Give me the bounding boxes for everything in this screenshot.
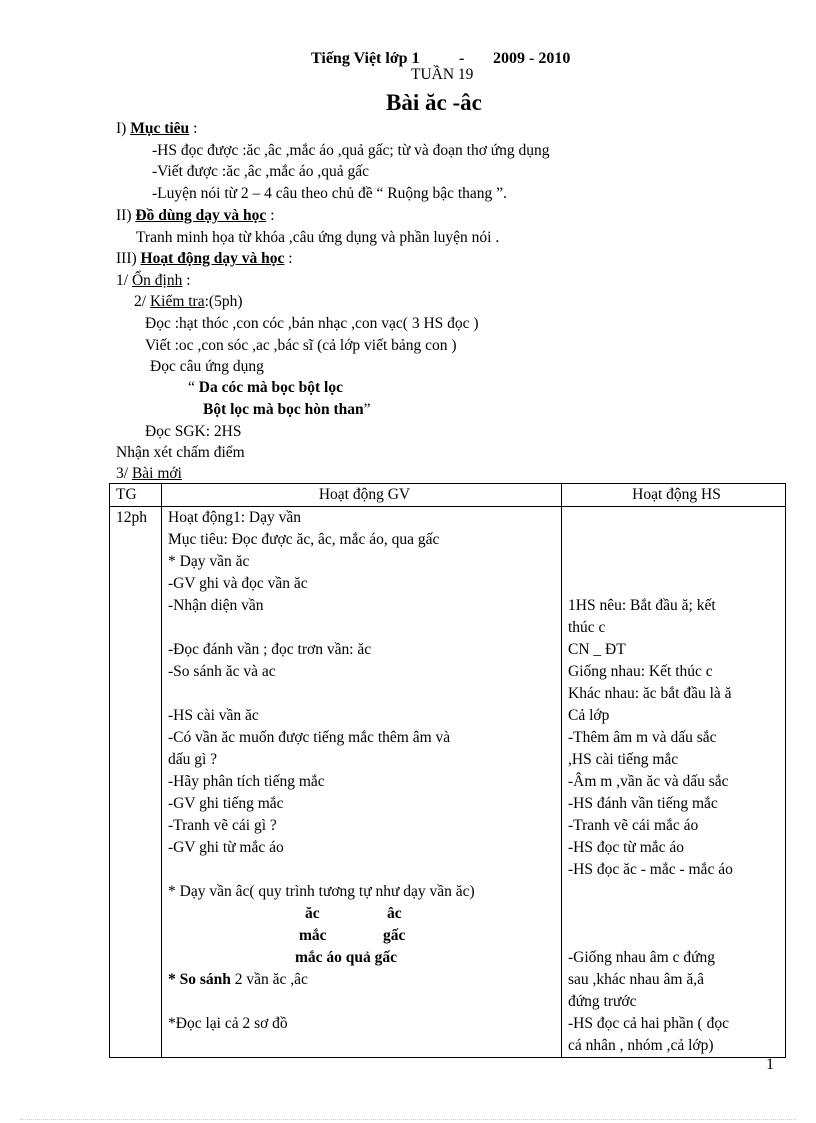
section-number: I): [116, 120, 131, 137]
section-colon: :: [266, 207, 275, 224]
viet-line: Viết :oc ,con sóc ,ac ,bác sĩ (cả lớp viết bảng con ): [145, 337, 457, 354]
star-marker: *: [168, 971, 180, 988]
poem-text: Bột lọc mà bọc hòn than: [203, 401, 364, 418]
hs-cell: [562, 507, 786, 1058]
gv-line: -Tranh vẽ cái gì ?: [168, 817, 277, 834]
page-number: 1: [766, 1056, 774, 1073]
header-year: 2009 - 2010: [493, 50, 571, 67]
gv-line: Hoạt động1: Dạy vần: [168, 509, 302, 526]
muc-tieu-item: -Viết được :ăc ,âc ,mắc áo ,quả gấc: [152, 163, 370, 180]
diagram-row-1: [168, 903, 561, 925]
on-dinh: [116, 273, 191, 289]
so-sanh-label: So sánh: [179, 971, 231, 988]
diagram-tieng-mac: mắc: [299, 927, 327, 944]
hs-line: -HS đọc ăc - mắc - mắc áo: [568, 861, 733, 878]
doc-sgk: Đọc SGK: 2HS: [145, 423, 242, 440]
hs-line: sau ,khác nhau âm ă,â: [568, 971, 704, 988]
gv-line: -So sánh ăc và ac: [168, 663, 276, 680]
hs-line: ,HS cài tiếng mắc: [568, 751, 679, 768]
gv-line: -Nhận diện vần: [168, 597, 264, 614]
gv-line: -Có vần ăc muốn được tiếng mắc thêm âm và: [168, 729, 451, 746]
hs-line: -HS đọc từ mắc áo: [568, 839, 685, 856]
step-colon: :: [182, 272, 191, 289]
poem-line-2: [203, 402, 371, 418]
gv-line: *Đọc lại cả 2 sơ đồ: [168, 1015, 288, 1032]
poem-text: Da cóc mà bọc bột lọc: [198, 379, 343, 396]
gv-line: * Dạy vần ăc: [168, 553, 250, 570]
hs-line: -Tranh vẽ cái mắc áo: [568, 817, 699, 834]
hs-line: Cả lớp: [568, 707, 610, 724]
quote-open: “: [188, 379, 199, 396]
doc-cau-ung-dung: Đọc câu ứng dụng: [150, 358, 264, 375]
lesson-title: Bài ăc -âc: [386, 90, 482, 115]
nhan-xet: Nhận xét chấm điểm: [116, 444, 245, 461]
gv-line: -HS cài vần ăc: [168, 707, 259, 724]
step-number: 3/: [116, 465, 132, 482]
page-bottom-divider: [20, 1119, 796, 1120]
section-colon: :: [284, 250, 293, 267]
header-gv: Hoạt động GV: [162, 484, 562, 507]
hs-line: -Giống nhau âm c đứng: [568, 949, 716, 966]
gv-line: -GV ghi tiếng mắc: [168, 795, 284, 812]
hs-line: -HS đọc cả hai phần ( đọc: [568, 1015, 729, 1032]
hs-line: -HS đánh vần tiếng mắc: [568, 795, 718, 812]
section-do-dung: [116, 208, 275, 224]
hs-line: cá nhân , nhóm ,cả lớp): [568, 1037, 714, 1054]
section-number: III): [116, 250, 141, 267]
gv-line: -Đọc đánh vần ; đọc trơn vần: ăc: [168, 641, 372, 658]
step-suffix: :(5ph): [204, 293, 243, 310]
gv-line: Mục tiêu: Đọc được ăc, âc, mắc áo, qua gấc: [168, 531, 440, 548]
header-hs: Hoạt động HS: [562, 484, 786, 507]
week-label: TUẦN 19: [411, 66, 474, 83]
lesson-table: [109, 483, 786, 1058]
table-header-row: [110, 484, 786, 507]
diagram-van-ac-breve: ăc: [305, 905, 320, 922]
section-muc-tieu: [116, 121, 197, 137]
hs-line: CN _ ĐT: [568, 641, 626, 658]
kiem-tra: [134, 294, 243, 310]
gv-line: -GV ghi từ mắc áo: [168, 839, 284, 856]
hs-line: -Thêm âm m và dấu sắc: [568, 729, 717, 746]
hs-line: Giống nhau: Kết thúc c: [568, 663, 713, 680]
section-label: Hoạt động dạy và học: [140, 250, 285, 267]
time-cell: [110, 507, 162, 1058]
header-tg: TG: [110, 484, 162, 507]
hs-line: 1HS nêu: Bắt đầu ă; kết: [568, 597, 716, 614]
hs-line: đứng trước: [568, 993, 637, 1010]
poem-line-1: [188, 380, 343, 396]
gv-spacer: [168, 683, 561, 705]
section-label: Đồ dùng dạy và học: [135, 207, 267, 224]
gv-line: -GV ghi và đọc vần ăc: [168, 575, 308, 592]
step-number: 2/: [134, 293, 150, 310]
diagram-row-2: [168, 925, 561, 947]
header-dash: -: [459, 50, 465, 67]
diagram-row-3: mắc áo quả gấc: [295, 949, 398, 966]
hs-line: thúc c: [568, 619, 606, 636]
gv-cell: [162, 507, 562, 1058]
diagram-van-ac-circumflex: âc: [387, 905, 402, 922]
hs-line: -Âm m ,vần ăc và dấu sắc: [568, 773, 729, 790]
so-sanh-text: 2 vần ăc ,âc: [230, 971, 308, 988]
muc-tieu-item: -HS đọc được :ăc ,âc ,mắc áo ,quả gấc; từ và đoạn thơ ứng dụng: [152, 142, 550, 159]
subject: Tiếng Việt lớp 1: [311, 50, 420, 67]
gv-spacer: [168, 991, 561, 1013]
gv-line: dấu gì ?: [168, 751, 218, 768]
step-label: Ổn định: [131, 272, 183, 289]
section-number: II): [116, 207, 136, 224]
gv-spacer: [168, 859, 561, 881]
gv-spacer: [168, 617, 561, 639]
table-row: [110, 507, 786, 1058]
section-label: Mục tiêu: [130, 120, 190, 137]
gv-line: * Dạy vần âc( quy trình tương tự như dạy vần ăc): [168, 883, 475, 900]
quote-close: ”: [363, 401, 371, 418]
step-number: 1/: [116, 272, 132, 289]
time-value: 12ph: [116, 509, 147, 526]
hs-line: Khác nhau: ăc bắt đầu là ă: [568, 685, 732, 702]
section-colon: :: [189, 120, 198, 137]
step-label: Kiểm tra: [149, 293, 205, 310]
header-subject: [311, 51, 420, 67]
diagram-tieng-gac: gấc: [383, 927, 406, 944]
bai-moi: [116, 466, 182, 482]
step-label: Bài mới: [131, 465, 182, 482]
do-dung-text: Tranh minh họa từ khóa ,câu ứng dụng và phần luyện nói .: [136, 229, 500, 246]
so-sanh-line: [168, 969, 561, 991]
muc-tieu-item: -Luyện nói từ 2 – 4 câu theo chủ đề “ Ruộng bậc thang ”.: [152, 185, 507, 202]
doc-line: Đọc :hạt thóc ,con cóc ,bản nhạc ,con vạc( 3 HS đọc ): [145, 315, 479, 332]
gv-line: -Hãy phân tích tiếng mắc: [168, 773, 325, 790]
section-hoat-dong: [116, 251, 293, 267]
